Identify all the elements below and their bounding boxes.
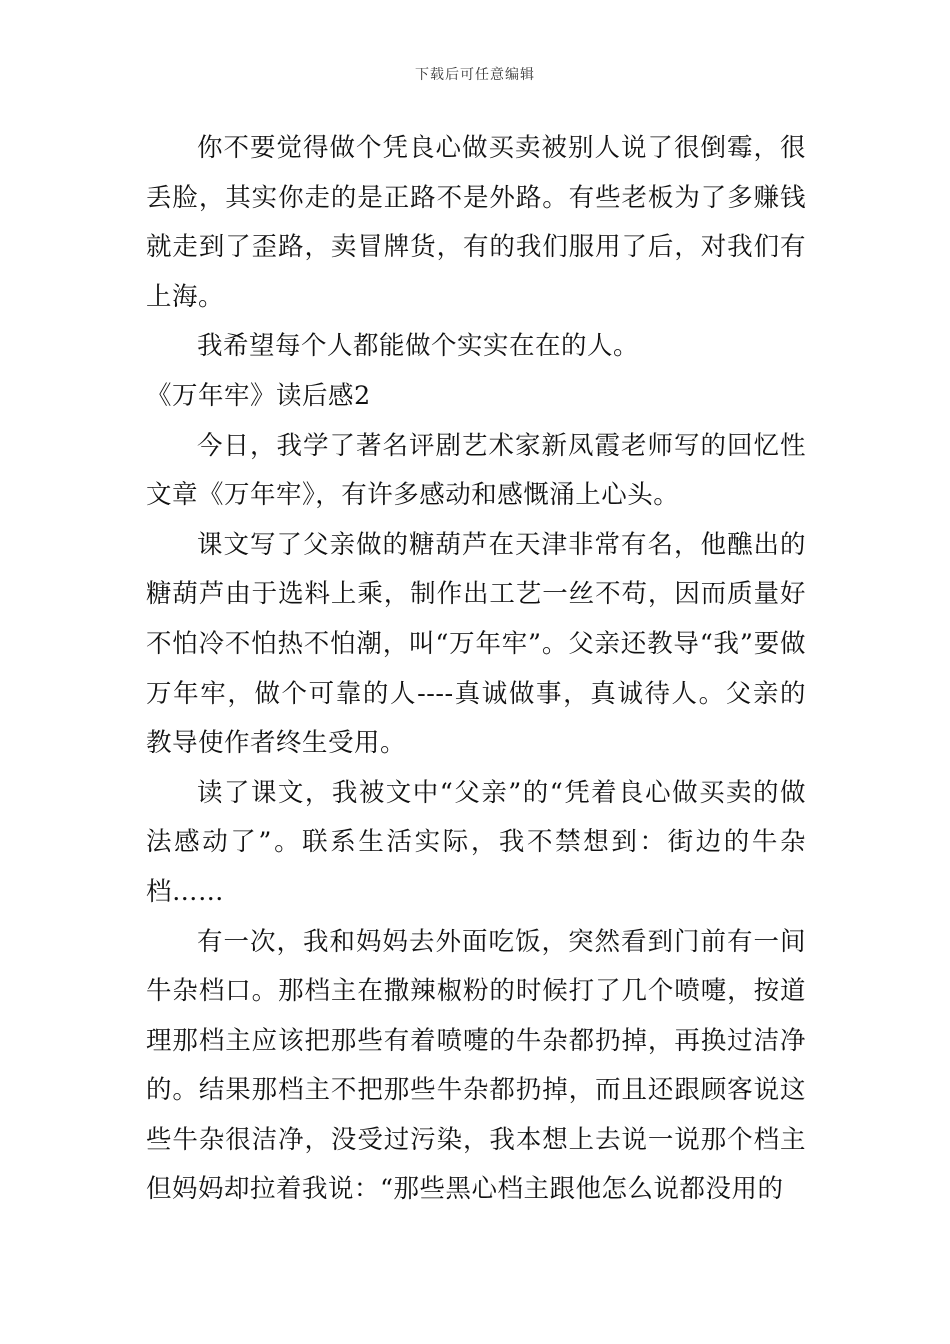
paragraph-4: 课文写了父亲做的糖葫芦在天津非常有名，他醮出的糖葫芦由于选料上乘，制作出工艺一丝不苟，因而质量好不怕冷不怕热不怕潮，叫“万年牢”。父亲还教导“我”要做万年牢，做个可靠的人----真诚做事，真诚待人。父亲的教导使作者终生受用。 <box>146 529 806 759</box>
section-title: 《万年牢》读后感2 <box>146 380 371 411</box>
paragraph-6: 有一次，我和妈妈去外面吃饭，突然看到门前有一间牛杂档口。那档主在撒辣椒粉的时候打了几个喷嚏，按道理那档主应该把那些有着喷嚏的牛杂都扔掉，再换过洁净的。结果那档主不把那些牛杂都扔掉，而且还跟顾客说这些牛杂很洁净，没受过污染，我本想上去说一说那个档主但妈妈却拉着我说：“那些黑心档主跟他怎么说都没用的 <box>146 926 806 1205</box>
page-header: 下载后可任意编辑 <box>415 67 535 83</box>
paragraph-5: 读了课文，我被文中“父亲”的“凭着良心做买卖的做法感动了”。联系生活实际，我不禁想到：街边的牛杂档…… <box>146 777 806 907</box>
paragraph-3: 今日，我学了著名评剧艺术家新凤霞老师写的回忆性文章《万年牢》，有许多感动和感慨涌上心头。 <box>146 430 806 511</box>
document-body <box>146 124 806 1215</box>
paragraph-2: 我希望每个人都能做个实实在在的人。 <box>197 331 640 362</box>
paragraph-1: 你不要觉得做个凭良心做买卖被别人说了很倒霉，很丢脸，其实你走的是正路不是外路。有些老板为了多赚钱就走到了歪路，卖冒牌货，有的我们服用了后，对我们有上海。 <box>146 133 806 312</box>
